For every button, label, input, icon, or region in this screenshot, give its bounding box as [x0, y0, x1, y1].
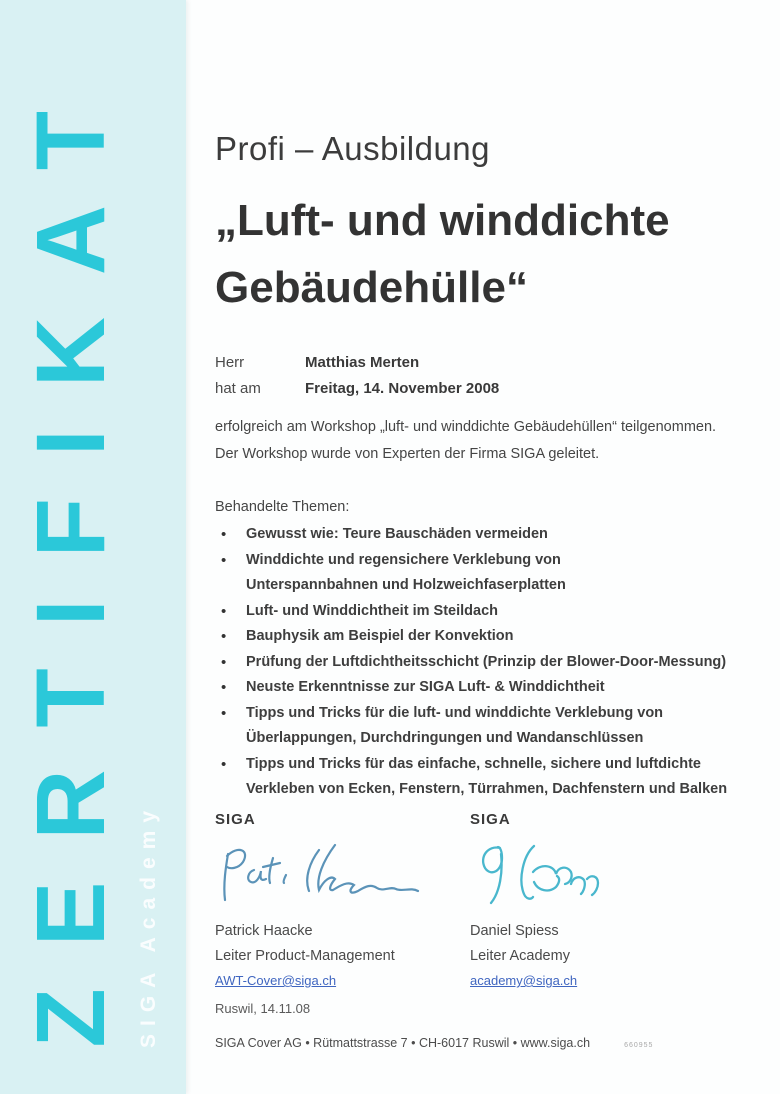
- recipient-name: Matthias Merten: [305, 354, 420, 371]
- email-link-wrap: [470, 968, 730, 994]
- salutation-label: Herr: [215, 354, 245, 371]
- workshop-date: Freitag, 14. November 2008: [305, 380, 500, 397]
- email-link-left[interactable]: AWT-Cover@siga.ch: [215, 973, 337, 988]
- signer-name: Patrick Haacke: [215, 923, 313, 939]
- siga-academy-watermark: SIGA Academy: [137, 803, 160, 1048]
- list-item: • Tipps und Tricks für die luft- und winddichte Verklebung von Überlappungen, Durchdringungen und Wandanschlüssen: [215, 701, 727, 752]
- participation-text: [215, 414, 716, 468]
- recipient-name-row: [215, 350, 499, 376]
- participation-line2: Der Workshop wurde von Experten der Firma SIGA geleitet.: [215, 446, 600, 462]
- list-item: • Bauphysik am Beispiel der Konvektion: [215, 624, 727, 650]
- topics-heading: Behandelte Themen:: [215, 499, 350, 515]
- email-link-right[interactable]: academy@siga.ch: [470, 973, 578, 988]
- date-label: hat am: [215, 380, 261, 397]
- email-link-wrap: [215, 968, 470, 994]
- signer-role: Leiter Product-Management: [215, 948, 395, 964]
- signatures-section: [215, 811, 765, 1022]
- place-and-date: Ruswil, 14.11.08: [215, 1001, 311, 1016]
- company-address: SIGA Cover AG • Rütmattstrasse 7 • CH-6017 Ruswil • www.siga.ch: [215, 1036, 591, 1050]
- list-item: • Gewusst wie: Teure Bauschäden vermeiden: [215, 522, 727, 548]
- recipient-block: [215, 350, 499, 402]
- recipient-date-row: [215, 376, 499, 402]
- signature-block-left: [215, 811, 470, 1022]
- certificate-title-line2: Gebäudehülle“: [215, 263, 528, 312]
- list-item: • Tipps und Tricks für das einfache, schnelle, sichere und luftdichte Verkleben von Ecken, Fenstern, Türrahmen, Dachfenstern und Balken: [215, 752, 727, 803]
- signature-daniel-spiess: [470, 834, 730, 916]
- print-code: 660955: [624, 1042, 654, 1049]
- signer-name: Daniel Spiess: [470, 923, 559, 939]
- list-item: • Prüfung der Luftdichtheitsschicht (Prinzip der Blower-Door-Messung): [215, 650, 727, 676]
- certificate-body: [215, 0, 765, 1094]
- list-item: • Neuste Erkenntnisse zur SIGA Luft- & Winddichtheit: [215, 675, 727, 701]
- participation-line1: erfolgreich am Workshop „luft- und winddichte Gebäudehüllen“ teilgenommen.: [215, 419, 717, 435]
- certificate-side-band: [0, 0, 186, 1094]
- list-item: • Luft- und Winddichtheit im Steildach: [215, 599, 727, 625]
- signer-role: Leiter Academy: [470, 948, 570, 964]
- signature-patrick-haacke: [215, 834, 470, 916]
- topics-list: [215, 522, 727, 803]
- signature-block-right: [470, 811, 730, 1022]
- course-subtitle: Profi – Ausbildung: [215, 130, 491, 167]
- company-label: SIGA: [215, 811, 256, 828]
- vertical-title: ZERTIFIKAT: [16, 69, 125, 1048]
- certificate-title: [215, 187, 670, 321]
- list-item: • Winddichte und regensichere Verklebung von Unterspannbahnen und Holzweichfaserplatten: [215, 548, 727, 599]
- certificate-title-line1: „Luft- und winddichte: [215, 196, 670, 245]
- company-label: SIGA: [470, 811, 511, 828]
- footer-address-line: [215, 1036, 653, 1050]
